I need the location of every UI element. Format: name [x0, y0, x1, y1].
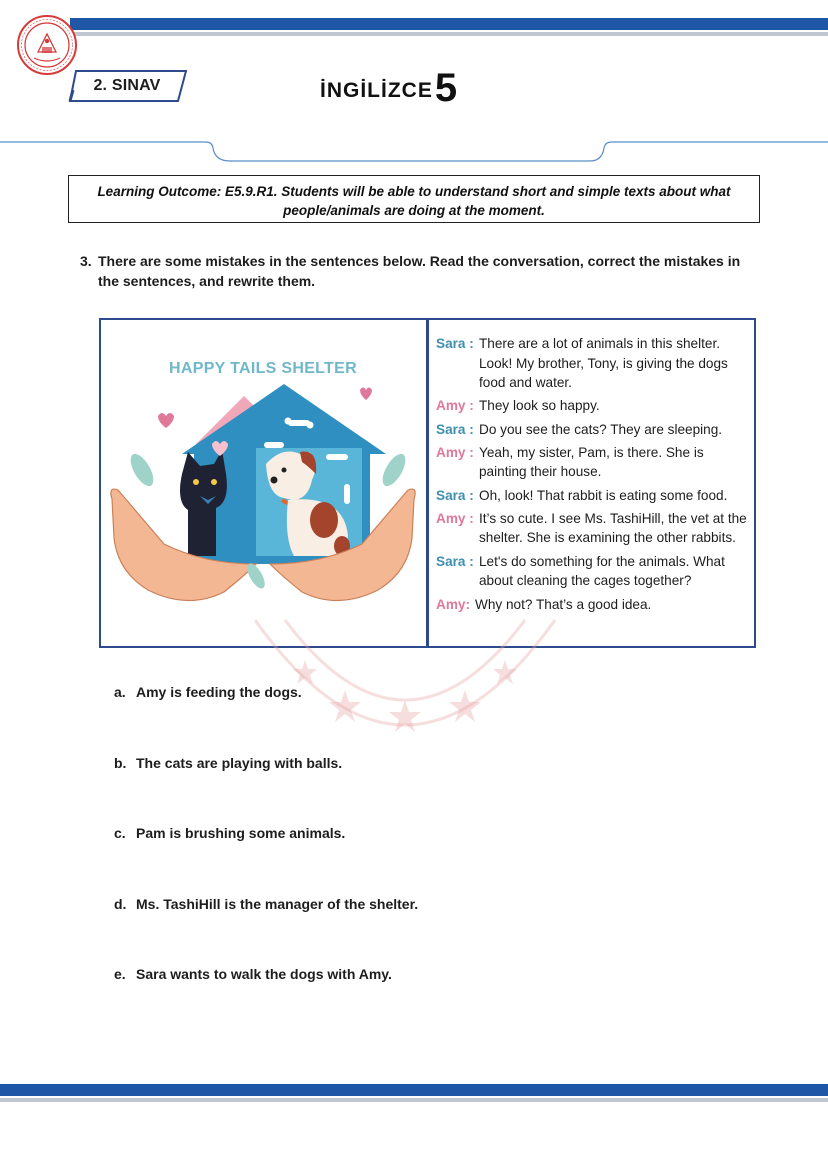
list-item — [114, 755, 342, 771]
dialogue-line — [436, 396, 748, 416]
item-letter: c. — [114, 825, 126, 841]
panel-divider — [426, 318, 429, 648]
speaker-label: Amy : — [436, 444, 474, 460]
learning-outcome-box — [68, 175, 760, 223]
item-text: Ms. TashiHill is the manager of the shelter. — [136, 896, 419, 912]
grade-number: 5 — [434, 66, 458, 110]
header-divider — [0, 140, 828, 170]
item-text: Pam is brushing some animals. — [136, 825, 346, 841]
utterance: Why not? That’s a good idea. — [475, 596, 652, 612]
outcome-line-2: people/animals are doing at the moment. — [283, 203, 545, 218]
utterance: It’s so cute. I see Ms. TashiHill, the vet at the shelter. She is examining the other rabbits. — [479, 510, 747, 546]
dialogue-line — [436, 509, 748, 548]
list-item — [114, 896, 418, 912]
top-gray-bar — [70, 32, 828, 36]
dialogue-line — [436, 486, 748, 506]
bottom-gray-bar — [0, 1098, 828, 1102]
item-letter: b. — [114, 755, 127, 771]
utterance: Yeah, my sister, Pam, is there. She is painting their house. — [479, 444, 704, 480]
speaker-label: Sara : — [436, 421, 474, 437]
outcome-line-1: Learning Outcome: E5.9.R1. Students will be able to understand short and simple texts about what — [97, 184, 731, 199]
question-text: There are some mistakes in the sentences below. Read the conversation, correct the mistakes in the sentences, and rewrite them. — [98, 253, 741, 289]
question-3 — [80, 251, 760, 291]
speaker-label: Amy : — [436, 398, 474, 414]
exam-label: 2. SINAV — [93, 77, 161, 94]
dialogue-line — [436, 420, 748, 440]
dialogue-line — [436, 334, 748, 393]
dialogue-line — [436, 443, 748, 482]
item-letter: d. — [114, 896, 127, 912]
item-text: Amy is feeding the dogs. — [136, 684, 302, 700]
speaker-label: Amy: — [436, 596, 470, 612]
list-item — [114, 825, 345, 841]
item-letter: a. — [114, 684, 126, 700]
top-blue-bar — [70, 18, 828, 30]
bottom-blue-bar — [0, 1084, 828, 1096]
utterance: There are a lot of animals in this shelter. Look! My brother, Tony, is giving the dogs food and water. — [479, 336, 728, 390]
item-letter: e. — [114, 966, 126, 982]
utterance: Do you see the cats? They are sleeping. — [479, 421, 723, 437]
utterance: Let's do something for the animals. What about cleaning the cages together? — [479, 553, 725, 589]
list-item — [114, 966, 392, 982]
speaker-label: Sara : — [436, 553, 474, 569]
question-number: 3. — [80, 253, 92, 269]
item-text: Sara wants to walk the dogs with Amy. — [136, 966, 392, 982]
speaker-label: Sara : — [436, 336, 474, 351]
utterance: They look so happy. — [479, 398, 600, 414]
subject-name: İNGİLİZCE — [320, 79, 433, 102]
subject-title — [320, 68, 457, 108]
list-item — [114, 684, 302, 700]
item-text: The cats are playing with balls. — [136, 755, 343, 771]
shelter-title: HAPPY TAILS SHELTER — [169, 360, 357, 377]
utterance: Oh, look! That rabbit is eating some food. — [479, 487, 728, 503]
ministry-seal-logo — [16, 14, 78, 76]
dialogue-line — [436, 552, 748, 591]
speaker-label: Amy : — [436, 510, 474, 526]
speaker-label: Sara : — [436, 487, 474, 503]
seal-watermark — [245, 600, 565, 750]
conversation — [436, 334, 748, 618]
